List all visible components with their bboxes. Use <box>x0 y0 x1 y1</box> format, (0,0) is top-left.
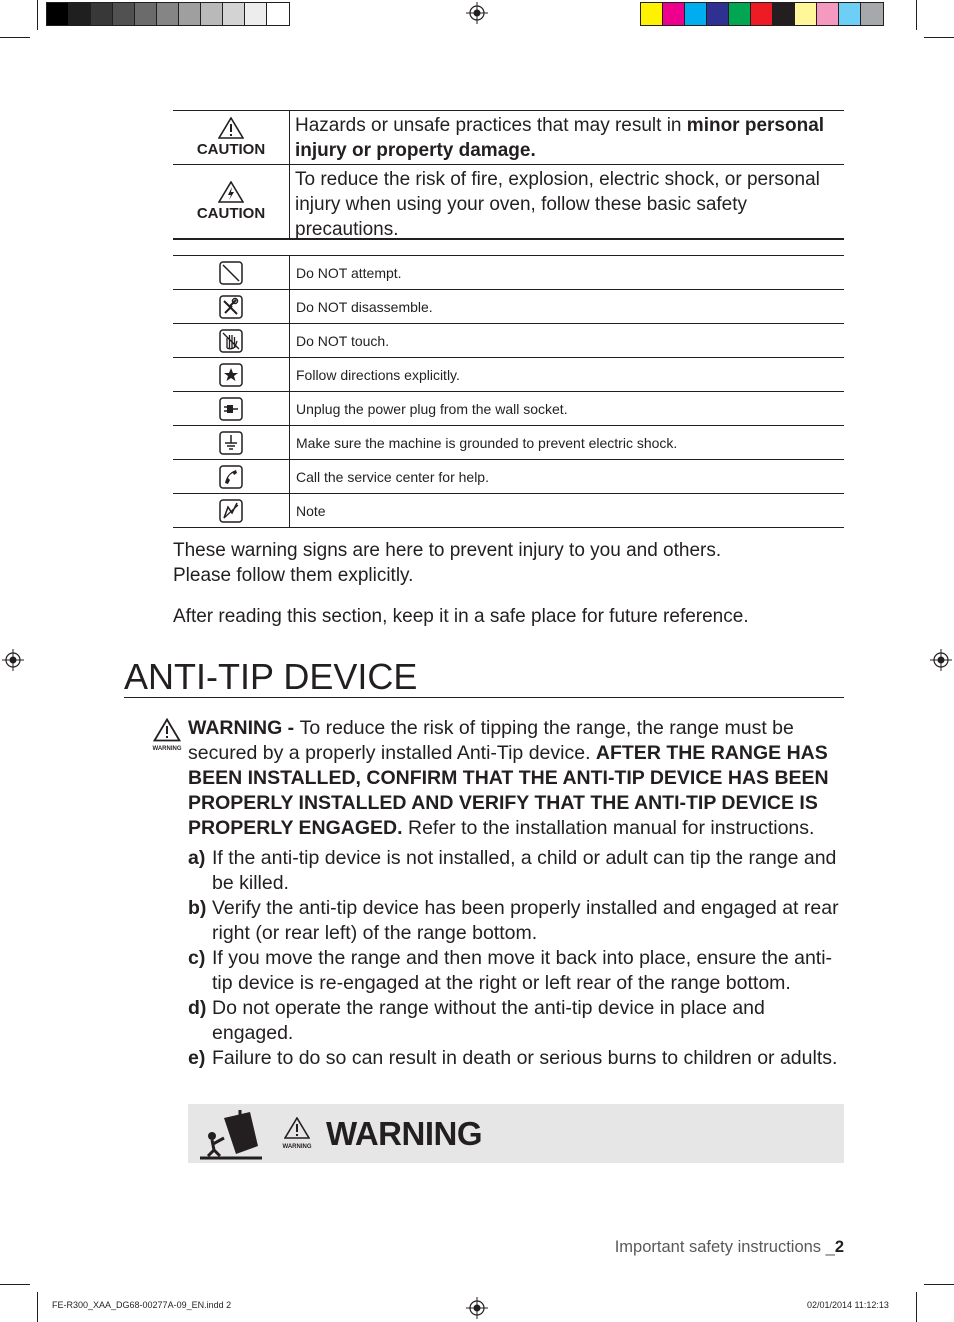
warning-icon-group <box>147 718 187 752</box>
caution-text: Hazards or unsafe practices that may result in <box>295 115 687 136</box>
banner-title: WARNING <box>326 1114 482 1152</box>
page-footer <box>615 1238 844 1257</box>
caution-label: CAUTION <box>196 205 266 222</box>
legend-text: Do NOT disassemble. <box>296 298 433 315</box>
color-swatch <box>641 3 663 25</box>
caution-label: CAUTION <box>196 141 266 158</box>
unplug-icon <box>219 397 243 421</box>
caution-text-bold: minor personal injury or property damage. <box>295 115 825 161</box>
tipping-range-icon <box>196 1106 266 1162</box>
do-not-attempt-icon <box>219 261 243 285</box>
color-swatch <box>223 3 245 25</box>
grayscale-color-bar <box>46 2 290 26</box>
banner-warning-icon-group <box>278 1117 316 1150</box>
crop-mark <box>924 1284 954 1285</box>
color-swatch <box>135 3 157 25</box>
warning-triangle-icon <box>153 718 181 742</box>
do-not-touch-icon <box>219 329 243 353</box>
process-color-bar <box>640 2 884 26</box>
color-swatch <box>201 3 223 25</box>
caution-text: To reduce the risk of fire, explosion, electric shock, or personal injury when using your oven, follow these basic safety precautions. <box>295 169 820 240</box>
ground-icon <box>219 431 243 455</box>
color-swatch <box>179 3 201 25</box>
list-item: c) If you move the range and then move it back into place, ensure the anti-tip device is re-engaged at the right or left rear of the range bottom. <box>188 947 833 994</box>
color-swatch <box>685 3 707 25</box>
registration-mark-icon <box>466 2 488 24</box>
caution-row <box>173 164 844 238</box>
slug-timestamp: 02/01/2014 11:12:13 <box>807 1300 889 1310</box>
call-service-icon <box>219 465 243 489</box>
warning-list <box>188 846 847 1071</box>
color-swatch <box>795 3 817 25</box>
crop-mark <box>37 0 38 30</box>
legend-text: Make sure the machine is grounded to prevent electric shock. <box>296 434 678 451</box>
keep-reference-paragraph: After reading this section, keep it in a safe place for future reference. <box>173 606 749 627</box>
warning-body-end: Refer to the installation manual for instructions. <box>402 817 815 839</box>
legend-text: Do NOT touch. <box>296 332 390 349</box>
slug-filename: FE-R300_XAA_DG68-00277A-09_EN.indd 2 <box>52 1300 232 1310</box>
color-swatch <box>707 3 729 25</box>
follow-directions-icon <box>219 363 243 387</box>
intro-line: These warning signs are here to prevent injury to you and others. <box>173 540 722 561</box>
color-swatch <box>267 3 289 25</box>
color-swatch <box>817 3 839 25</box>
color-swatch <box>729 3 751 25</box>
legend-text: Follow directions explicitly. <box>296 366 460 383</box>
legend-row <box>173 493 844 528</box>
color-swatch <box>91 3 113 25</box>
warning-triangle-icon <box>284 1117 310 1139</box>
legend-text: Do NOT attempt. <box>296 264 402 281</box>
legend-text: Note <box>296 502 326 519</box>
warning-banner <box>188 1104 844 1163</box>
crop-mark <box>37 1292 38 1322</box>
warning-text <box>188 716 847 841</box>
legend-row <box>173 255 844 289</box>
legend-row <box>173 391 844 425</box>
page-number: 2 <box>834 1238 844 1256</box>
registration-mark-icon <box>466 1297 488 1319</box>
legend-row <box>173 459 844 493</box>
warning-icon-label: WARNING <box>152 746 182 752</box>
caution-label-cell <box>173 111 290 164</box>
caution-description <box>290 111 844 164</box>
crop-mark <box>916 1292 917 1322</box>
color-swatch <box>773 3 795 25</box>
crop-mark <box>0 37 30 38</box>
list-item: b) Verify the anti-tip device has been properly installed and engaged at rear right (or rear left) of the range bottom. <box>188 897 839 944</box>
legend-text: Unplug the power plug from the wall socket. <box>296 400 568 417</box>
crop-mark <box>0 1284 30 1285</box>
registration-mark-icon <box>930 649 952 671</box>
caution-table <box>173 110 844 240</box>
legend-text: Call the service center for help. <box>296 468 489 485</box>
color-swatch <box>47 3 69 25</box>
caution-label-cell <box>173 165 290 238</box>
icon-legend-table <box>173 255 844 528</box>
caution-row-spacer <box>173 238 844 240</box>
footer-text: Important safety instructions _ <box>614 1238 835 1256</box>
legend-row <box>173 323 844 357</box>
list-item: a) If the anti-tip device is not installed, a child or adult can tip the range and be killed. <box>188 847 837 894</box>
color-swatch <box>751 3 773 25</box>
warning-body: To reduce the risk of tipping the range, the range must be secured by a properly installed Anti-Tip device. <box>188 717 794 764</box>
color-swatch <box>157 3 179 25</box>
warning-lead: WARNING - <box>188 717 300 739</box>
list-item: d) Do not operate the range without the anti-tip device in place and engaged. <box>188 997 765 1044</box>
registration-mark-icon <box>2 649 24 671</box>
caution-row <box>173 110 844 164</box>
section-title: ANTI-TIP DEVICE <box>124 657 844 698</box>
legend-row <box>173 289 844 323</box>
intro-line: Please follow them explicitly. <box>173 565 414 586</box>
color-swatch <box>663 3 685 25</box>
caution-triangle-icon <box>218 117 244 139</box>
legend-row <box>173 425 844 459</box>
color-swatch <box>839 3 861 25</box>
color-swatch <box>861 3 883 25</box>
list-item: e) Failure to do so can result in death or serious burns to children or adults. <box>188 1047 838 1069</box>
crop-mark <box>924 37 954 38</box>
note-icon <box>219 499 243 523</box>
legend-row <box>173 357 844 391</box>
color-swatch <box>113 3 135 25</box>
caution-description <box>290 165 844 238</box>
warning-block <box>147 716 847 1071</box>
intro-paragraph <box>173 538 721 588</box>
banner-icon-label: WARNING <box>282 1144 312 1150</box>
color-swatch <box>245 3 267 25</box>
caution-electric-icon <box>218 181 244 203</box>
warning-emphasis: AFTER THE RANGE HAS BEEN INSTALLED, CONFIRM THAT THE ANTI-TIP DEVICE HAS BEEN PROPERLY INSTALLED AND VERIFY THAT THE ANTI-TIP DEVICE IS PROPERLY ENGAGED. <box>188 742 829 839</box>
crop-mark <box>916 0 917 30</box>
color-swatch <box>69 3 91 25</box>
do-not-disassemble-icon <box>219 295 243 319</box>
